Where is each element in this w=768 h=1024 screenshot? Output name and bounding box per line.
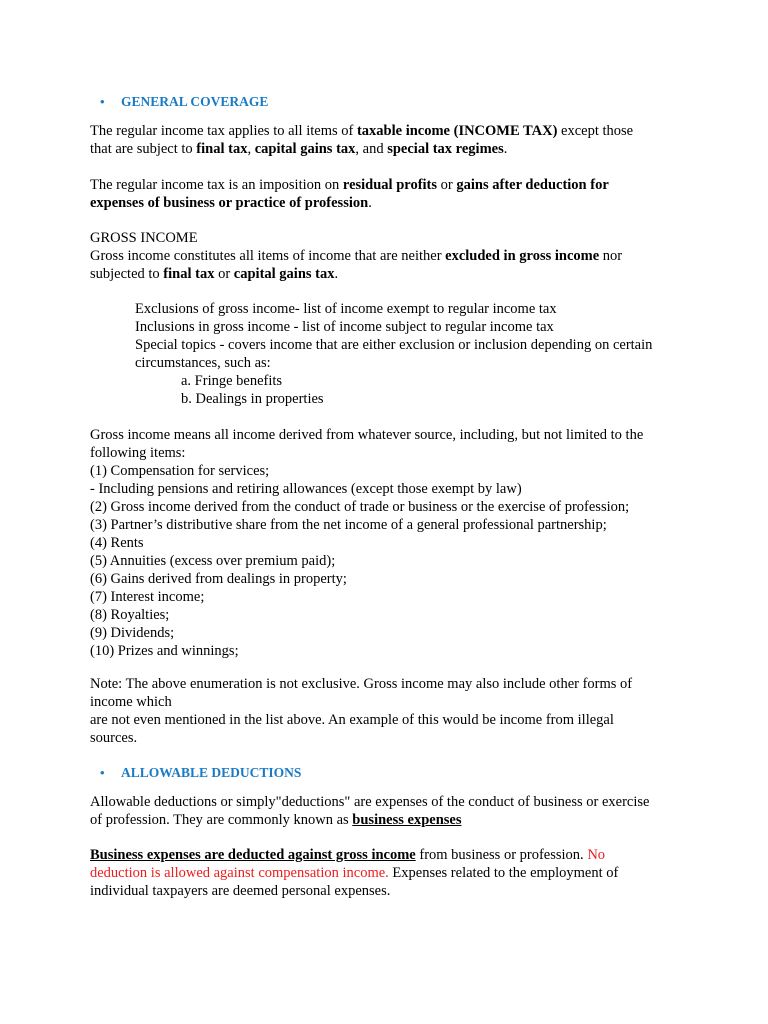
text-run: The regular income tax applies to all items of (90, 123, 357, 139)
text-line (90, 247, 690, 265)
text-run: . (334, 266, 339, 282)
special-topics-sublist (181, 372, 661, 408)
text-run: , (247, 141, 255, 157)
text-line: individual taxpayers are deemed personal expenses. (90, 883, 391, 899)
text-run: nor (599, 248, 623, 264)
list-item: (1) Compensation for services; (90, 463, 270, 479)
bold-term: residual profits (342, 177, 438, 193)
list-item: (5) Annuities (excess over premium paid); (90, 553, 336, 569)
sublist-item-dealings-in-properties: b. Dealings in properties (181, 391, 324, 407)
topics-list (135, 300, 695, 372)
list-item: (4) Rents (90, 535, 144, 551)
text-line (90, 122, 690, 140)
text-run: . (368, 195, 372, 211)
text-run: that are subject to (90, 141, 197, 157)
bold-underlined-term: business expenses (352, 812, 462, 828)
text-line (90, 176, 690, 194)
bold-term: taxable income (INCOME TAX) (356, 123, 558, 139)
section-heading-general-coverage (100, 92, 268, 112)
bold-underlined-term: Business expenses are deducted against gross income (90, 847, 416, 863)
bold-term: special tax regimes (387, 141, 504, 157)
heading-text: ALLOWABLE DEDUCTIONS (121, 765, 302, 780)
text-run: , and (355, 141, 388, 157)
text-line (90, 846, 690, 864)
list-item: (8) Royalties; (90, 607, 170, 623)
text-run: Gross income constitutes all items of income that are neither (90, 248, 446, 264)
text-line (90, 811, 690, 829)
text-run: except those (557, 123, 634, 139)
topic-special: Special topics - covers income that are either exclusion or inclusion depending on certain (135, 337, 653, 353)
paragraph-regular-income-tax-scope (90, 122, 690, 158)
text-run: . (503, 141, 508, 157)
list-item: - Including pensions and retiring allowances (except those exempt by law) (90, 481, 522, 497)
gross-income-definition (90, 426, 690, 660)
list-item: (2) Gross income derived from the conduct of trade or business or the exercise of profession; (90, 499, 630, 515)
text-line (90, 265, 690, 283)
red-emphasis: No (587, 847, 606, 863)
definition-intro: Gross income means all income derived from whatever source, including, but not limited to the (90, 427, 644, 443)
paragraph-gross-income (90, 229, 690, 283)
bold-term: expenses of business or practice of profession (90, 195, 369, 211)
text-line: income which (90, 694, 172, 710)
section-heading-allowable-deductions (100, 763, 301, 783)
heading-text: GENERAL COVERAGE (121, 94, 269, 109)
paragraph-allowable-deductions (90, 793, 690, 829)
red-emphasis: deduction is allowed against compensation income. (90, 865, 389, 881)
text-run: The regular income tax is an imposition on (90, 177, 343, 193)
note-paragraph (90, 675, 690, 747)
topic-exclusions: Exclusions of gross income- list of income exempt to regular income tax (135, 301, 557, 317)
text-run: from business or profession. (415, 847, 588, 863)
text-line (90, 140, 690, 158)
list-item: (3) Partner’s distributive share from the net income of a general professional partnership; (90, 517, 607, 533)
bold-term: gains after deduction for (456, 177, 609, 193)
topic-special-continued: circumstances, such as: (135, 355, 271, 371)
bullet-icon: • (100, 94, 105, 109)
text-line: sources. (90, 730, 138, 746)
list-item: (10) Prizes and winnings; (90, 643, 239, 659)
sublist-item-fringe-benefits: a. Fringe benefits (181, 373, 283, 389)
bold-term: final tax (196, 141, 248, 157)
text-run: subjected to (90, 266, 164, 282)
text-line (90, 194, 690, 212)
list-item: (7) Interest income; (90, 589, 205, 605)
paragraph-business-expenses (90, 846, 690, 900)
bold-term: final tax (163, 266, 215, 282)
text-line: are not even mentioned in the list above. An example of this would be income from illegal (90, 712, 614, 728)
list-item: (6) Gains derived from dealings in property; (90, 571, 347, 587)
text-run: Expenses related to the employment of (388, 865, 619, 881)
text-line: Allowable deductions or simply"deductions" are expenses of the conduct of business or exercise (90, 794, 650, 810)
text-run: of profession. They are commonly known as (90, 812, 353, 828)
paragraph-imposition (90, 176, 690, 212)
bold-term: capital gains tax (254, 141, 356, 157)
list-item: (9) Dividends; (90, 625, 175, 641)
topic-inclusions: Inclusions in gross income - list of income subject to regular income tax (135, 319, 554, 335)
bullet-icon: • (100, 765, 105, 780)
definition-intro-continued: following items: (90, 445, 186, 461)
text-line: Note: The above enumeration is not exclusive. Gross income may also include other forms of (90, 676, 633, 692)
bold-term: capital gains tax (233, 266, 335, 282)
text-run: or (214, 266, 234, 282)
text-run: or (437, 177, 457, 193)
bold-term: excluded in gross income (445, 248, 600, 264)
gross-income-title: GROSS INCOME (90, 230, 198, 246)
text-line (90, 864, 690, 882)
